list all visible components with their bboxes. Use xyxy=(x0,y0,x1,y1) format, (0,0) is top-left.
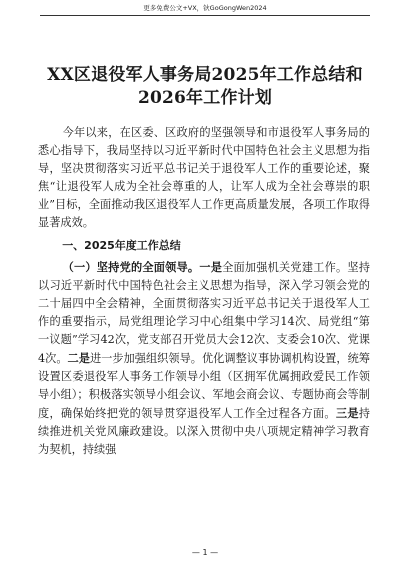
page-number: — 1 — xyxy=(191,548,219,557)
document-title xyxy=(30,64,380,110)
document-body xyxy=(38,124,370,459)
subsection-paragraph xyxy=(38,258,370,459)
header-divider xyxy=(40,15,370,16)
title-line-2: 2026年工作计划 xyxy=(137,88,273,108)
header-text: 更多免费公文+VX，钬GoGongWen2024 xyxy=(143,4,267,12)
point-three-text: 持续推进机关党风廉政建设。以深入贯彻中央八项规定精神学习教育为契机，持续强 xyxy=(38,407,370,456)
point-three-label: 三是 xyxy=(335,406,359,420)
section-heading: 一、2025年度工作总结 xyxy=(62,239,181,252)
intro-paragraph: 今年以来，在区委、区政府的坚强领导和市退役军人事务局的悉心指导下，我局坚持以习近平新时代中国特色社会主义思想为指导，坚决贯彻落实习近平总书记关于退役军人工作的重要论述，聚焦“让退役军人成为全社会尊重的人，让军人成为全社会尊崇的职业”目标，全面推动我区退役军人工作更高质量发展，各项工作取得显著成效。 xyxy=(38,126,370,229)
page-header xyxy=(0,0,410,16)
title-line-1: XX区退役军人事务局2025年工作总结和 xyxy=(47,65,363,85)
point-one-label: 一是 xyxy=(199,260,223,274)
point-two-label: 二是 xyxy=(67,351,90,365)
subsection-lead: （一）坚持党的全面领导。 xyxy=(62,261,200,274)
point-two-text: 进一步加强组织领导。优化调整议事协调机构设置，统筹设置区委退役军人事务工作领导小组（区拥军优属拥政爱民工作领导小组）；积极落实领导小组会议、军地会商会议、专题协商会等制度，确保始终把党的领导贯穿退役军人工作全过程各方面。 xyxy=(38,352,370,420)
point-one-text: 全面加强机关党建工作。坚持以习近平新时代中国特色社会主义思想为指导，深入学习领会党的二十届四中全会精神，全面贯彻落实习近平总书记关于退役军人工作的重要指示，局党组理论学习中心组集中学习14次、局党组“第一议题”学习42次，党支部召开党员大会12次、支委会10次、党课4次。 xyxy=(38,261,370,365)
